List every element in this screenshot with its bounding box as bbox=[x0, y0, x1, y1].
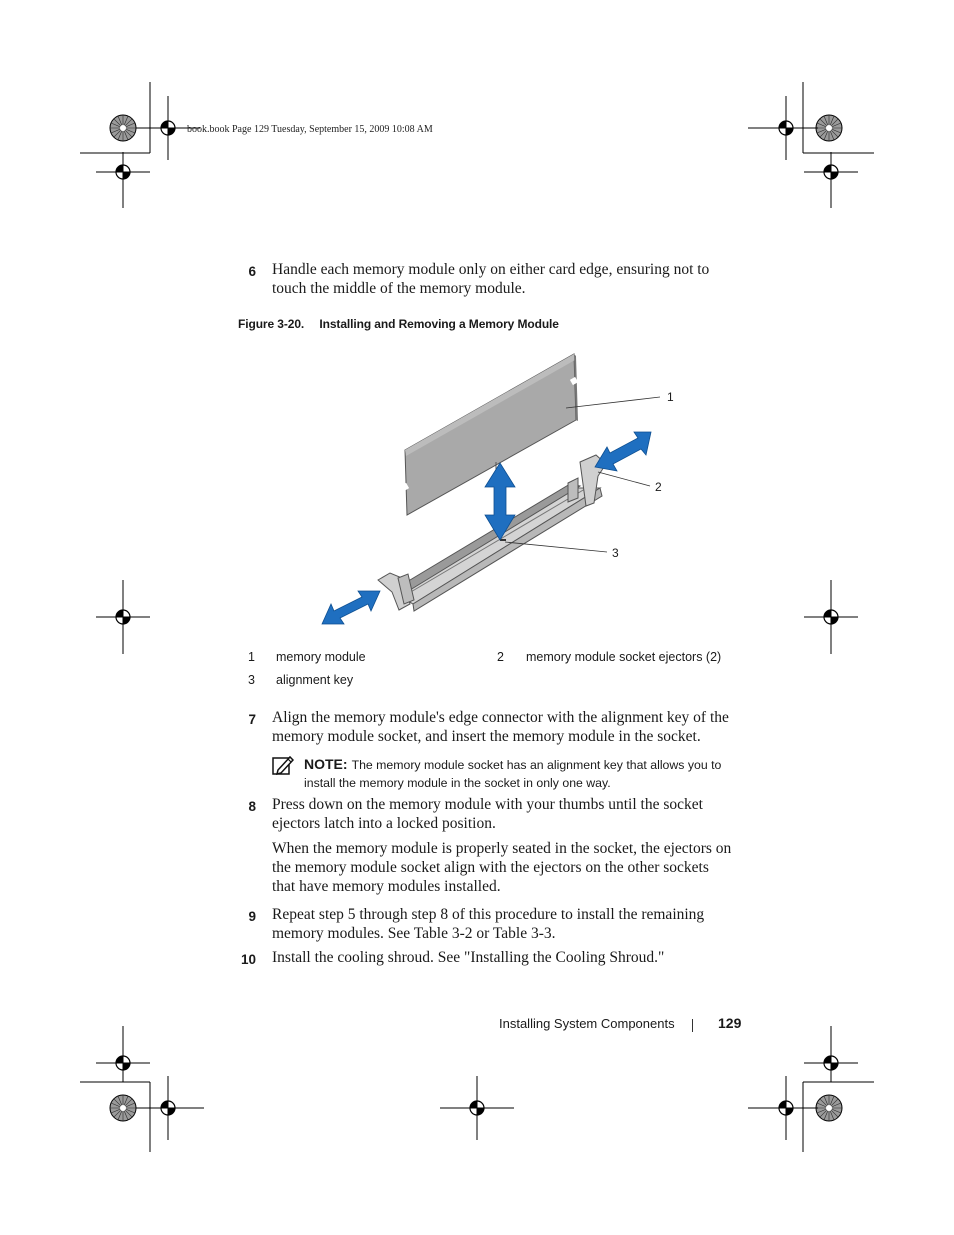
bottom-center-marks bbox=[440, 1076, 514, 1140]
step-line: Repeat step 5 through step 8 of this procedure to install the remaining bbox=[272, 906, 705, 923]
memory-module bbox=[401, 354, 578, 515]
step-text bbox=[272, 708, 742, 746]
ejector-arrow-right bbox=[595, 432, 651, 471]
step-line: Handle each memory module only on either card edge, ensuring not to bbox=[272, 261, 710, 278]
step-line: the memory module socket align with the ejectors on the other sockets bbox=[272, 859, 709, 876]
footer-divider bbox=[692, 1019, 693, 1032]
footer-section-title: Installing System Components bbox=[499, 1016, 675, 1031]
step-line: Press down on the memory module with your thumbs until the socket bbox=[272, 796, 703, 813]
note-label: NOTE: bbox=[304, 756, 348, 772]
step-line: Install the cooling shroud. See "Installing the Cooling Shroud." bbox=[272, 949, 665, 966]
legend-number: 1 bbox=[248, 650, 255, 664]
step-line: Align the memory module's edge connector with the alignment key of the bbox=[272, 709, 729, 726]
step-text bbox=[272, 905, 742, 943]
callout-1: 1 bbox=[667, 390, 674, 404]
bottom-right-corner-marks bbox=[748, 1026, 874, 1152]
step-line: ejectors latch into a locked position. bbox=[272, 815, 496, 832]
page-number: 129 bbox=[718, 1015, 742, 1031]
ejector-arrow-left bbox=[322, 591, 380, 624]
step-line: When the memory module is properly seated in the socket, the ejectors on bbox=[272, 840, 732, 857]
legend-text: alignment key bbox=[276, 673, 354, 687]
step-number: 8 bbox=[248, 799, 256, 814]
print-header: book.book Page 129 Tuesday, September 15, 2009 10:08 AM bbox=[187, 124, 433, 135]
pencil-note-icon bbox=[272, 754, 294, 776]
socket-ejector-left bbox=[378, 573, 414, 610]
step-line: touch the middle of the memory module. bbox=[272, 280, 526, 297]
note-line: The memory module socket has an alignment key that allows you to bbox=[351, 758, 722, 772]
step-text bbox=[272, 948, 742, 967]
figure-label: Figure 3-20. bbox=[238, 317, 305, 331]
step-number: 10 bbox=[240, 952, 256, 967]
note-line: install the memory module in the socket in only one way. bbox=[304, 776, 611, 790]
callout-3: 3 bbox=[612, 546, 619, 560]
step-8-followup bbox=[272, 839, 742, 896]
step-line: memory module socket, and insert the memory module in the socket. bbox=[272, 728, 701, 745]
step-number: 9 bbox=[248, 909, 256, 924]
step-text bbox=[272, 795, 742, 833]
step-number: 6 bbox=[248, 264, 256, 279]
legend-number: 2 bbox=[497, 650, 504, 664]
step-line: memory modules. See Table 3-2 or Table 3-3. bbox=[272, 925, 556, 942]
callout-2: 2 bbox=[655, 480, 662, 494]
step-line: that have memory modules installed. bbox=[272, 878, 501, 895]
step-number: 7 bbox=[248, 712, 256, 727]
legend-number: 3 bbox=[248, 673, 255, 687]
note-block bbox=[304, 755, 744, 792]
figure-title: Installing and Removing a Memory Module bbox=[319, 317, 559, 331]
bottom-left-corner-marks bbox=[80, 1026, 204, 1152]
legend-text: memory module socket ejectors (2) bbox=[526, 650, 722, 664]
legend-text: memory module bbox=[276, 650, 366, 664]
